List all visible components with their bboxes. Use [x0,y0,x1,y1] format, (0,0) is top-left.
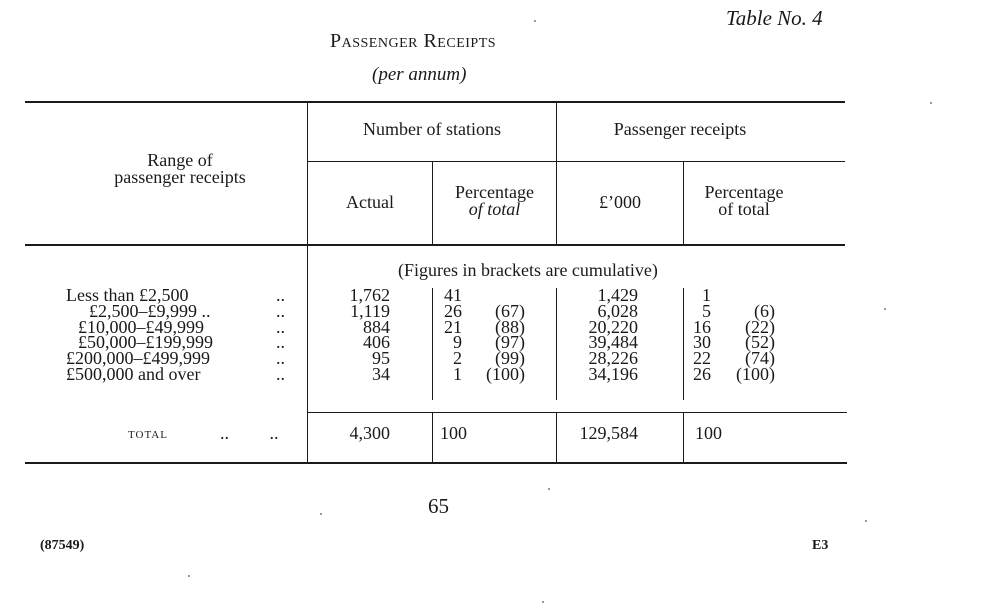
actual-4: 406 [363,332,390,352]
column-divider-receipts-body [683,288,684,400]
receipts-pct-cum-3: (22) [745,317,775,337]
stations-pct-6: 1 [453,364,462,384]
row-leader-6: .. [276,364,285,384]
footer-reference: (87549) [40,538,85,553]
receipts-pct-cum-4: (52) [745,332,775,352]
row-leader-2: .. [276,301,285,321]
row-label-6: £500,000 and over [66,364,201,384]
page-number: 65 [428,494,449,518]
stations-pct-cum-2: (67) [495,301,525,321]
group-header-rule [307,161,845,162]
stations-pct-2: 26 [444,301,462,321]
header-receipts-percentage [684,184,804,218]
header-receipts-group: Passenger receipts [613,119,747,139]
stations-pct-cum-5: (99) [495,348,525,368]
receipts-4: 39,484 [588,332,638,352]
receipts-1: 1,429 [597,285,638,305]
row-label-1: Less than £2,500 [66,285,189,305]
receipts-6: 34,196 [588,364,638,384]
receipts-pct-cum-2: (6) [754,301,775,321]
row-leader-4: .. [276,332,285,352]
header-stations-percentage-line2: of total [468,199,521,219]
scan-speck [188,575,190,577]
total-top-rule [307,412,847,413]
footer-signature-mark: E3 [812,538,829,553]
total-actual: 4,300 [349,423,390,443]
header-stations-group: Number of stations [363,119,501,139]
receipts-3: 20,220 [588,317,638,337]
row-label-3: £10,000–£49,999 [78,317,204,337]
stations-pct-5: 2 [453,348,462,368]
header-stations-percentage-line1: Percentage [455,182,534,202]
header-receipts-percentage-line1: Percentage [704,182,784,202]
actual-6: 34 [372,364,390,384]
actual-3: 884 [363,317,390,337]
actual-1: 1,762 [349,285,390,305]
row-leader-5: .. [276,348,285,368]
header-receipts-unit: £’000 [599,192,641,212]
receipts-5: 28,226 [588,348,638,368]
column-divider-groups-total [556,413,557,463]
stations-pct-4: 9 [453,332,462,352]
stations-pct-1: 41 [444,285,462,305]
actual-5: 95 [372,348,390,368]
total-receipts: 129,584 [579,423,638,443]
receipts-pct-2: 5 [702,301,711,321]
row-leader-3: .. [276,317,285,337]
scan-speck [320,513,322,515]
header-bottom-rule [25,244,845,246]
table-title: Passenger Receipts [330,30,497,52]
scan-speck [884,308,886,310]
column-divider-range [307,101,308,463]
stations-pct-3: 21 [444,317,462,337]
receipts-pct-4: 30 [693,332,711,352]
row-label-4: £50,000–£199,999 [78,332,213,352]
receipts-pct-cum-5: (74) [745,348,775,368]
table-number: Table No. 4 [726,6,823,30]
scan-speck [548,488,550,490]
stations-pct-cum-3: (88) [495,317,525,337]
receipts-2: 6,028 [597,301,638,321]
header-receipts-percentage-line2: of total [718,199,770,219]
top-rule [25,101,845,103]
total-receipts-pct: 100 [695,423,722,443]
receipts-pct-6: 26 [693,364,711,384]
column-divider-groups-body [556,288,557,400]
row-leader-1: .. [276,285,285,305]
actual-2: 1,119 [350,301,390,321]
scan-speck [865,520,867,522]
bottom-rule [25,462,847,464]
receipts-pct-1: 1 [702,285,711,305]
receipts-pct-5: 22 [693,348,711,368]
stations-pct-cum-6: (100) [486,364,525,384]
header-range-line1: Range of [147,150,213,170]
receipts-pct-3: 16 [693,317,711,337]
total-label: total [128,425,168,442]
scan-speck [930,102,932,104]
row-label-2: £2,500–£9,999 .. [89,301,211,321]
total-leader: .. .. [220,423,279,443]
row-label-5: £200,000–£499,999 [66,348,210,368]
receipts-pct-cum-6: (100) [736,364,775,384]
stations-pct-cum-4: (97) [495,332,525,352]
header-actual: Actual [346,192,394,212]
cumulative-note: (Figures in brackets are cumulative) [398,260,658,280]
scan-speck [542,601,544,603]
header-range [60,152,300,186]
column-divider-stations-body [432,288,433,400]
scan-speck [534,20,536,22]
total-stations-pct: 100 [440,423,467,443]
column-divider-receipts-total [683,413,684,463]
header-stations-percentage [433,184,556,218]
header-range-line2: passenger receipts [114,167,246,187]
table-subtitle: (per annum) [372,64,467,85]
column-divider-stations-total [432,413,433,463]
